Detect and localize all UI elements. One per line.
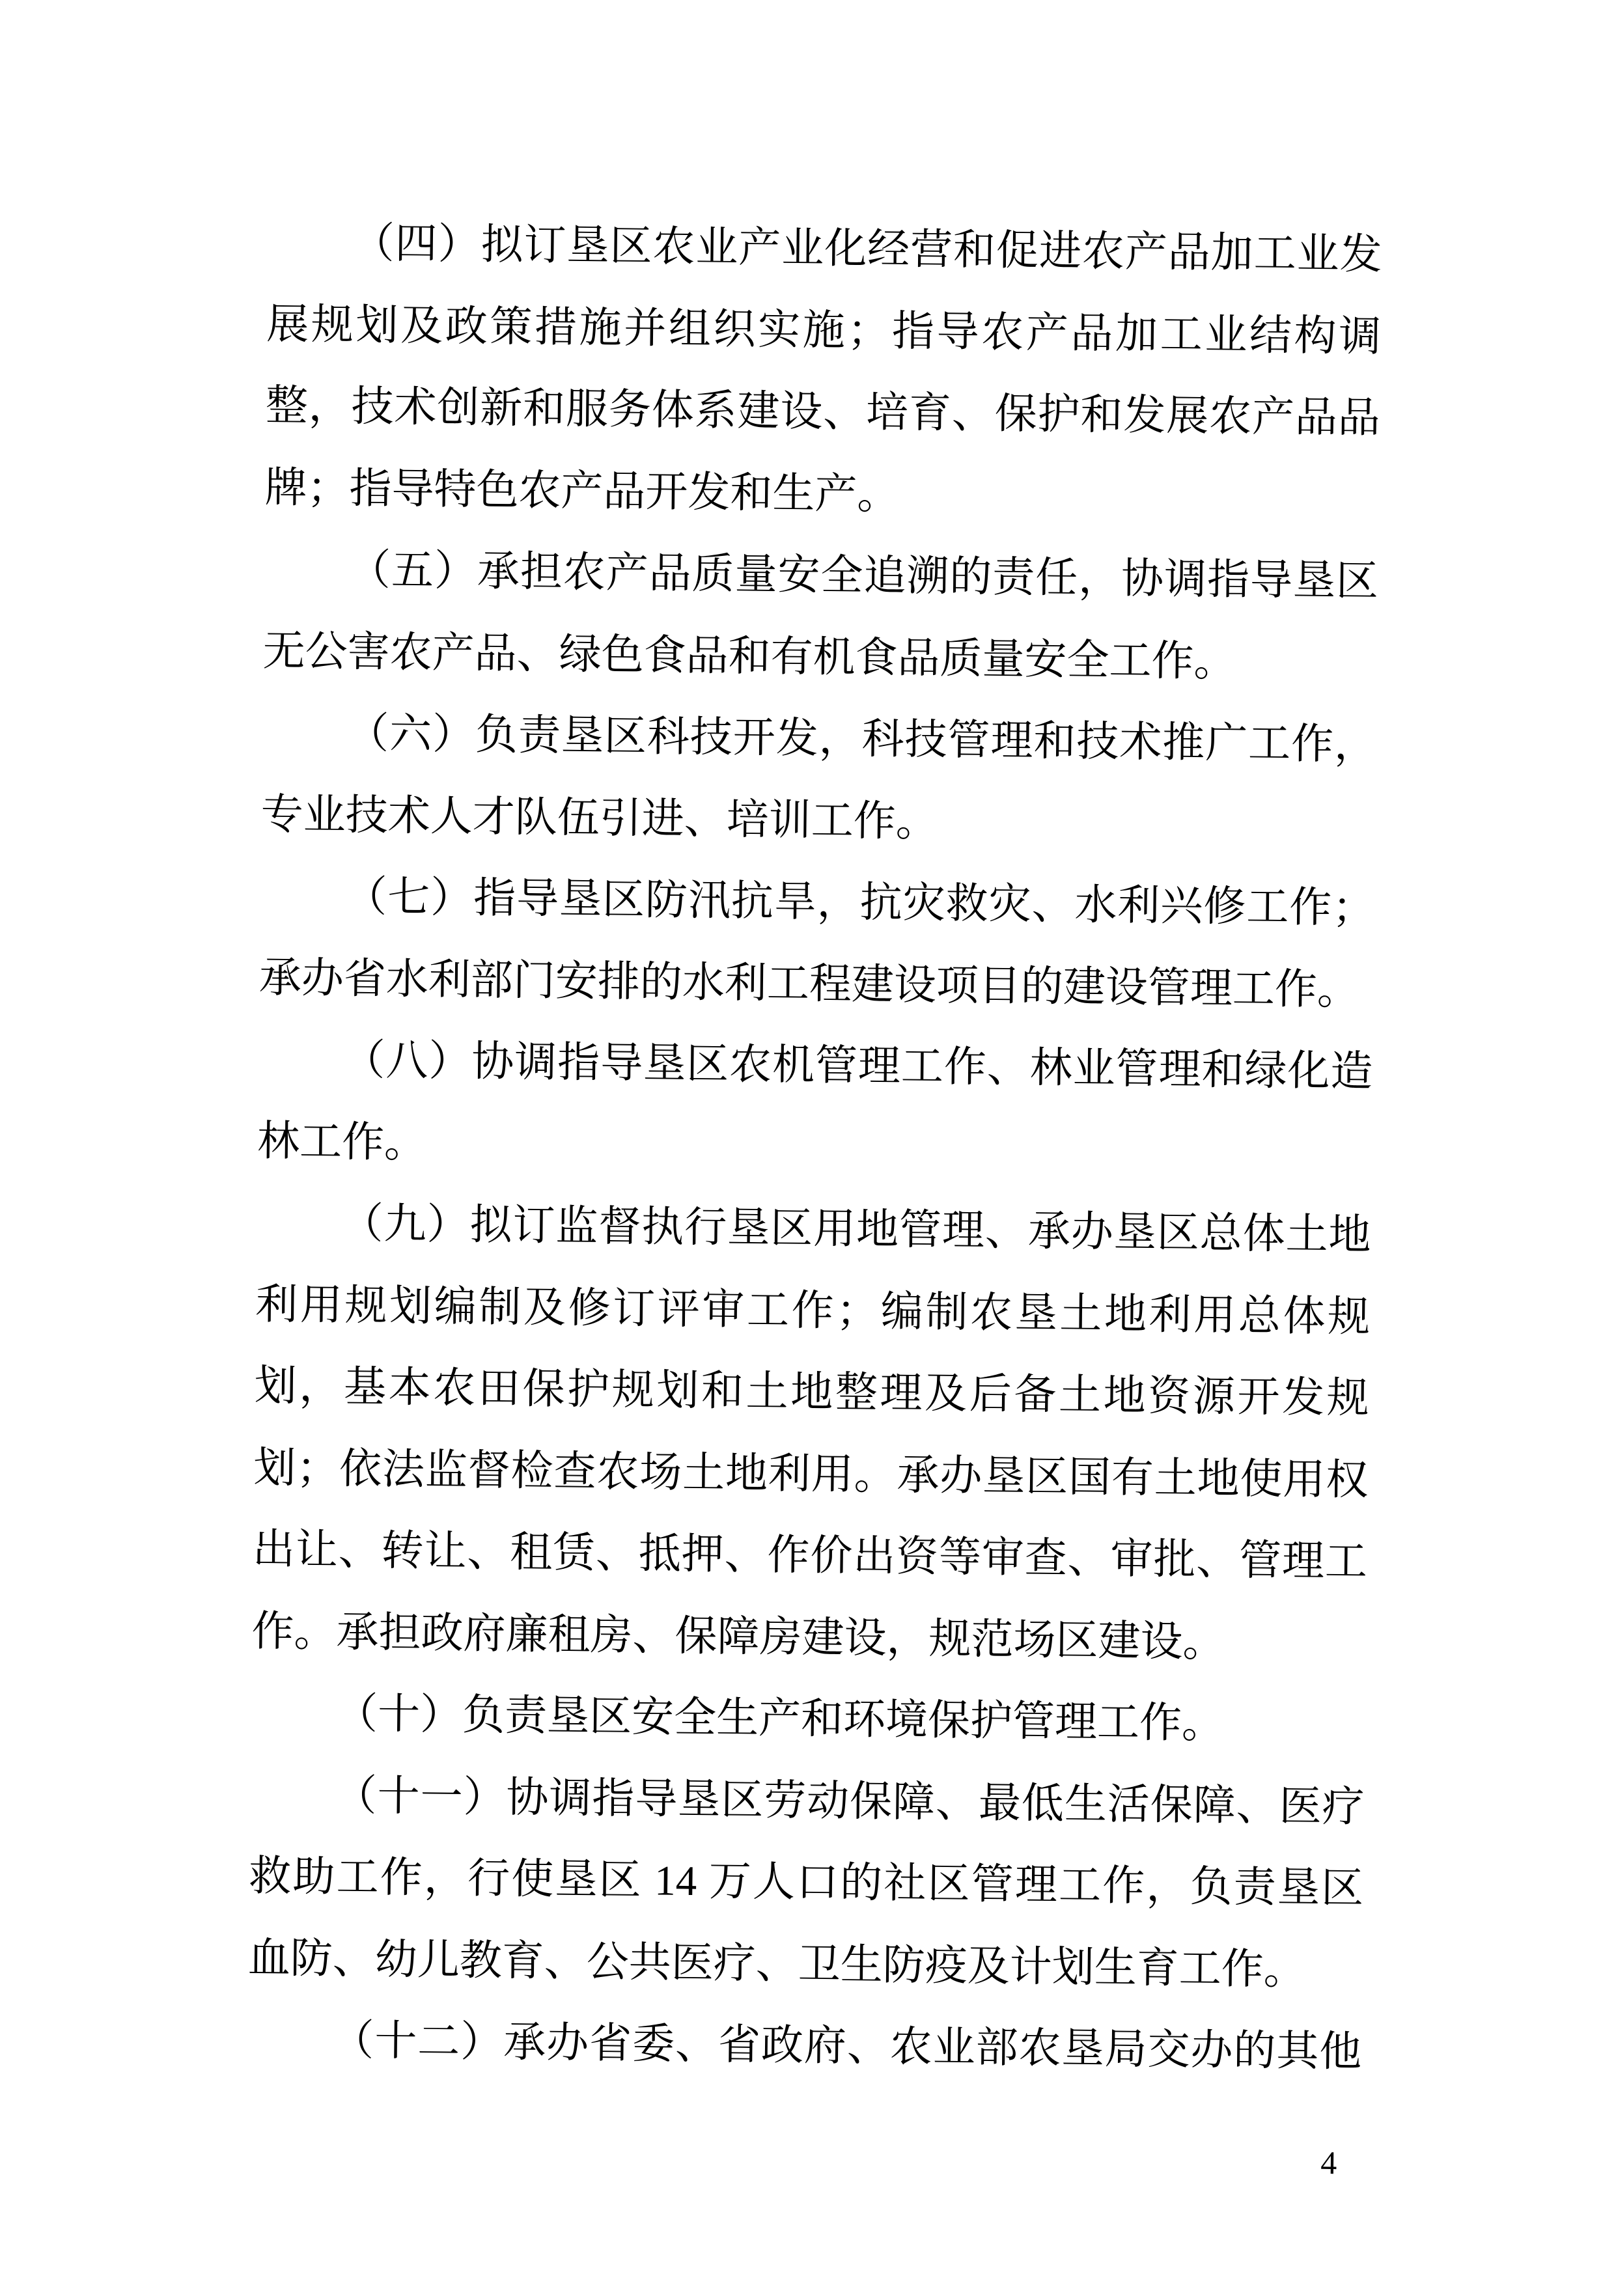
document-line: （八）协调指导垦区农机管理工作、林业管理和绿化造 (342, 1036, 1373, 1096)
document-line: （五）承担农产品质量安全追溯的责任，协调指导垦区 (348, 546, 1379, 605)
document-line: 划，基本农田保护规划和土地整理及后备土地资源开发规 (254, 1362, 1370, 1422)
document-line: 出让、转让、租赁、抵押、作价出资等审查、审批、管理工 (252, 1526, 1368, 1586)
document-line: 利用规划编制及修订评审工作；编制农垦土地利用总体规 (255, 1280, 1371, 1341)
document-line: 作。承担政府廉租房、保障房建设，规范场区建设。 (251, 1607, 1225, 1666)
document-line: （七）指导垦区防汛抗旱，抗灾救灾、水利兴修工作； (344, 873, 1375, 932)
document-line: 救助工作，行使垦区 14 万人口的社区管理工作，负责垦区 (248, 1853, 1364, 1913)
document-line: 整，技术创新和服务体系建设、培育、保护和发展农产品品 (265, 382, 1381, 442)
document-line: 专业技术人才队伍引进、培训工作。 (260, 790, 939, 846)
document-line: 承办省水利部门安排的水利工程建设项目的建设管理工作。 (258, 954, 1360, 1014)
document-line: （四）拟订垦区农业产业化经营和促进农产品加工业发 (352, 219, 1383, 279)
document-line: 林工作。 (257, 1117, 427, 1167)
page-number: 4 (1320, 2144, 1337, 2181)
document-line: 无公害农产品、绿色食品和有机食品质量安全工作。 (262, 627, 1236, 685)
document-line: （九）拟订监督执行垦区用地管理、承办垦区总体土地 (341, 1200, 1371, 1259)
document-line: （六）负责垦区科技开发，科技管理和技术推广工作， (346, 710, 1377, 769)
text-block (247, 202, 1383, 2094)
document-line: （十一）协调指导垦区劳动保障、最低生活保障、医疗 (334, 1772, 1365, 1831)
document-line: 牌；指导特色农产品开发和生产。 (264, 463, 900, 519)
document-line: （十二）承办省委、省政府、农业部农垦局交办的其他 (331, 2017, 1362, 2076)
document-line: 划；依法监督检查农场土地利用。承办垦区国有土地使用权 (253, 1444, 1369, 1504)
document-line: 血防、幼儿教育、公共医疗、卫生防疫及计划生育工作。 (247, 1934, 1307, 1994)
document-line: （十）负责垦区安全生产和环境保护管理工作。 (335, 1690, 1225, 1748)
document-line: 展规划及政策措施并组织实施；指导农产品加工业结构调 (266, 300, 1382, 361)
